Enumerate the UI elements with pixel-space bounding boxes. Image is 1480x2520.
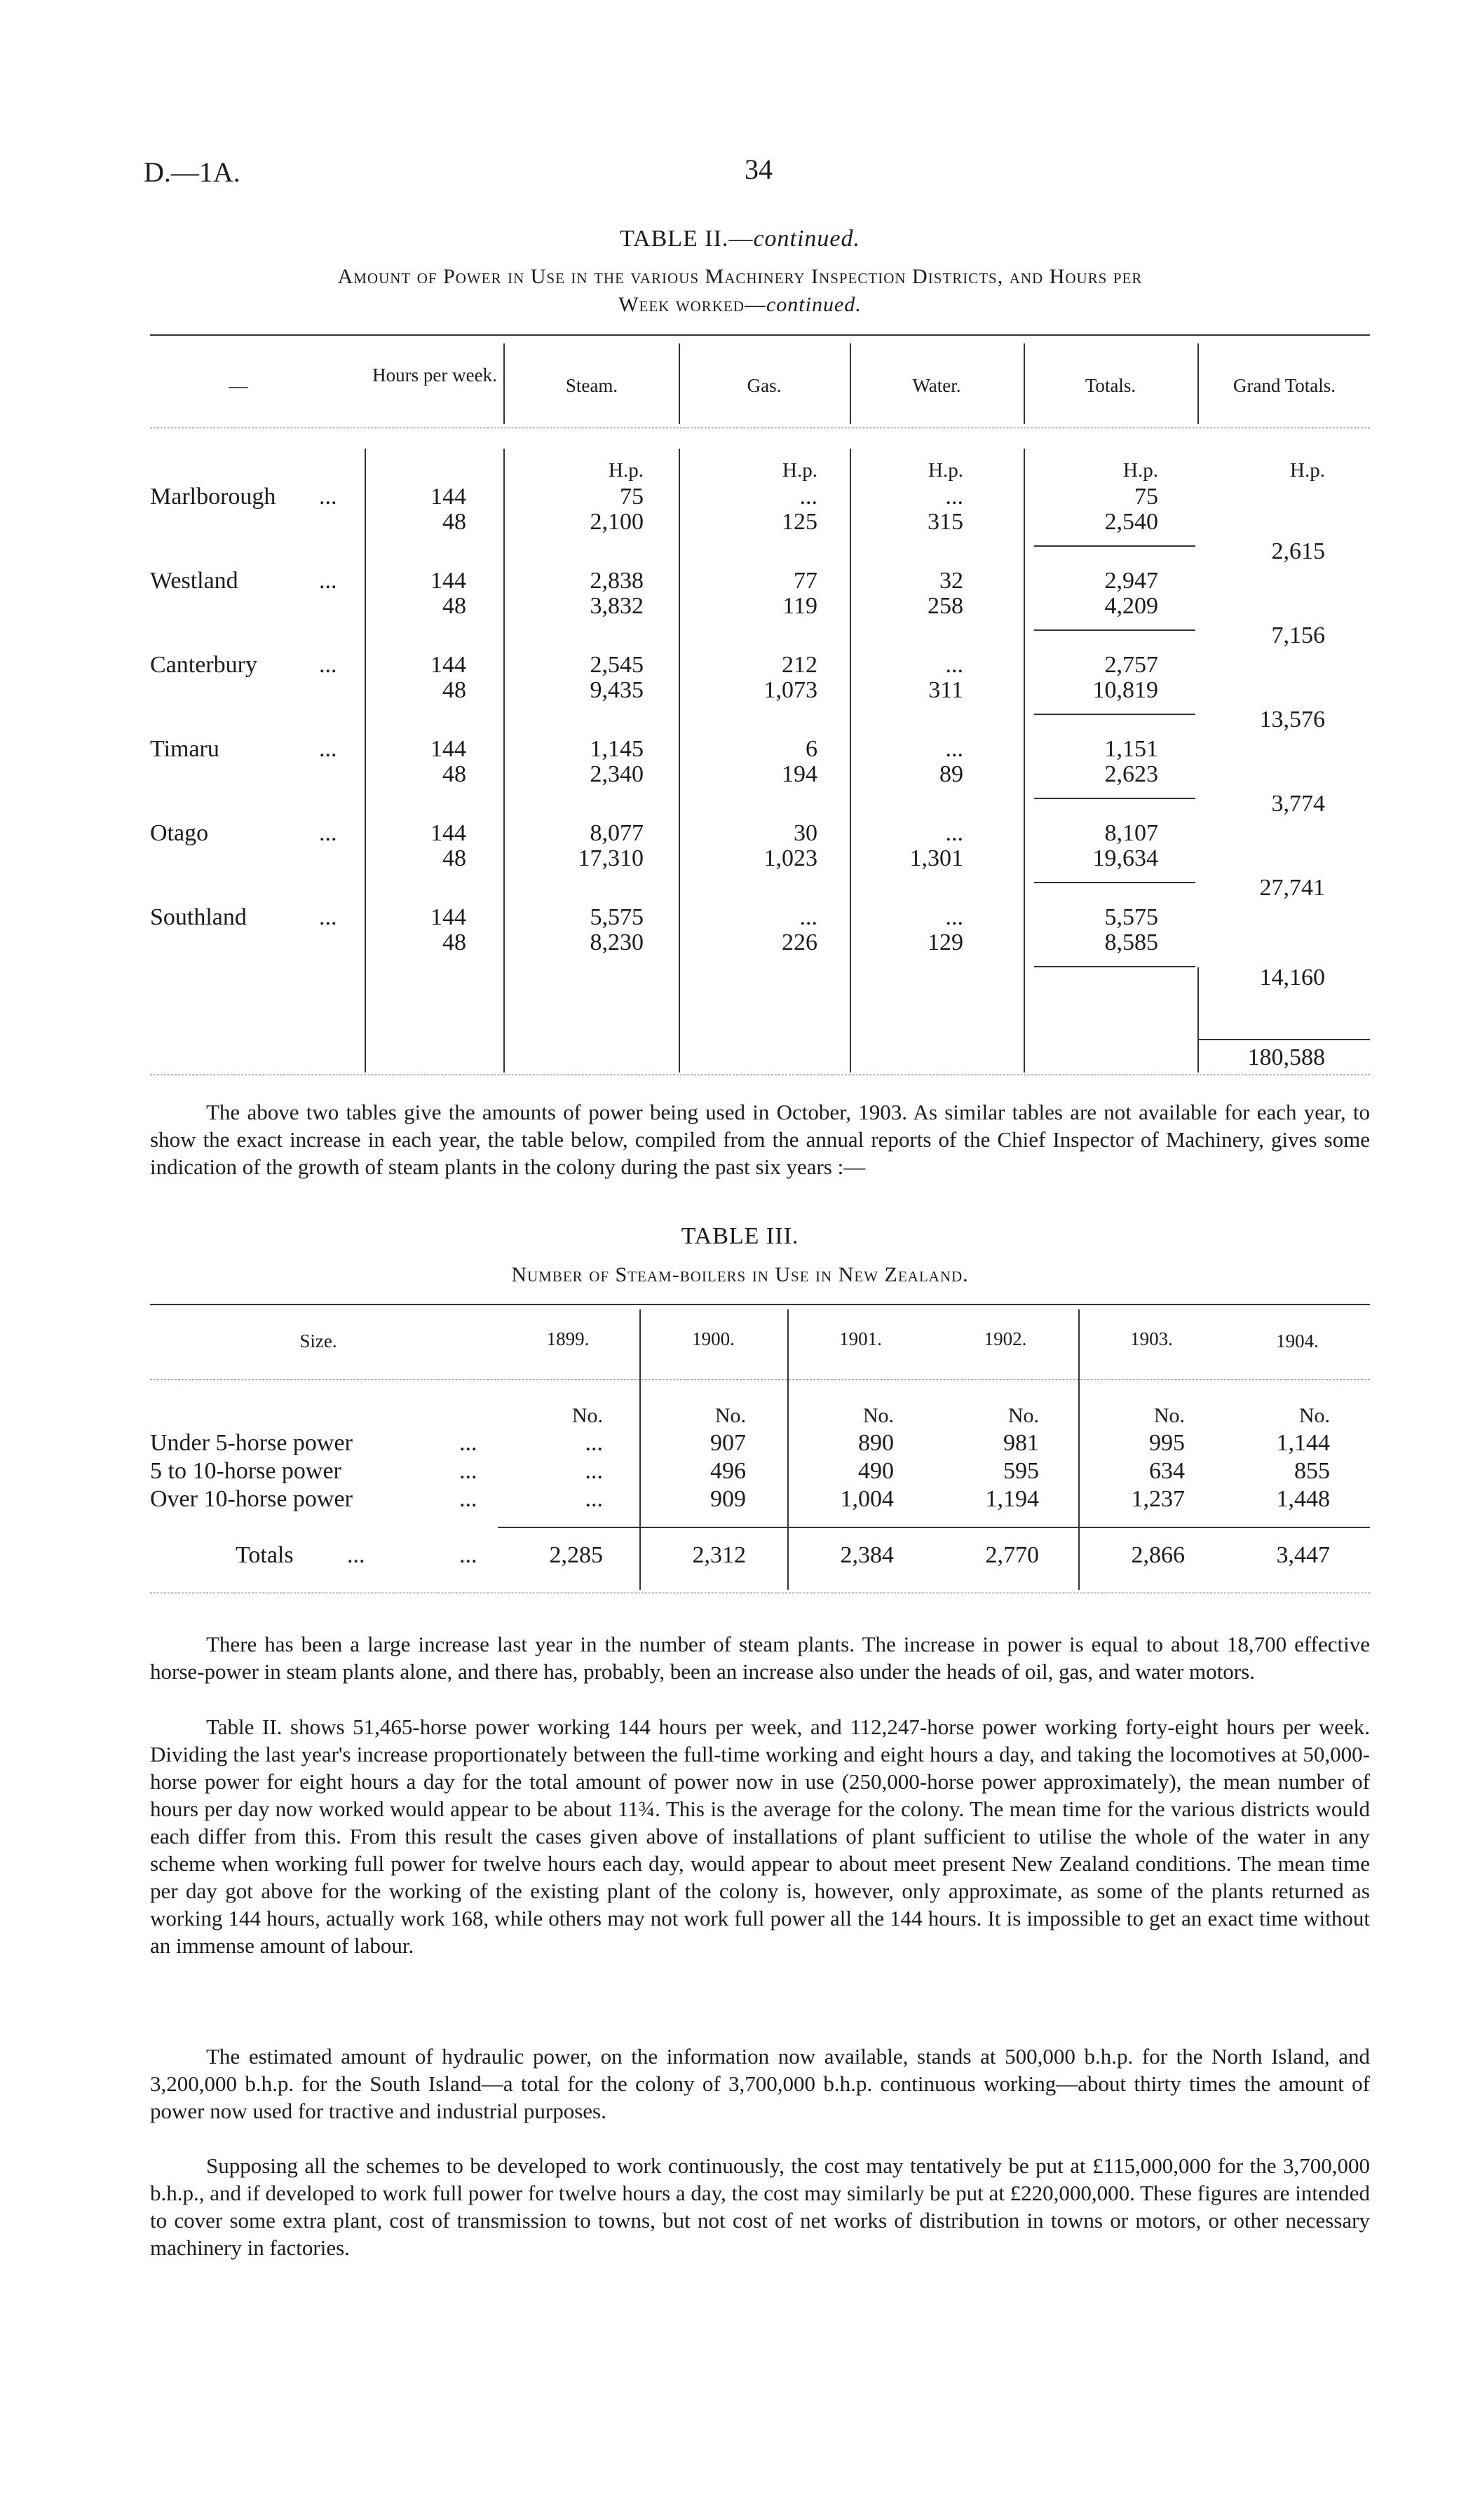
boiler-count: ... bbox=[585, 1458, 603, 1484]
district-name: Westland bbox=[150, 568, 238, 594]
boiler-total: 2,866 bbox=[1131, 1542, 1185, 1568]
boiler-count: 1,237 bbox=[1131, 1486, 1185, 1512]
hours-48: 48 bbox=[442, 929, 466, 955]
steam-value: 17,310 bbox=[578, 845, 644, 871]
totals-rule bbox=[1034, 882, 1195, 883]
hours-144: 144 bbox=[430, 568, 466, 594]
table2-subtitle-text: Week worked— bbox=[618, 293, 766, 316]
leader-dots: ... bbox=[319, 820, 337, 846]
grand-total-sum: 180,588 bbox=[1247, 1044, 1325, 1070]
table3-top-rule bbox=[150, 1304, 1370, 1305]
unit-no: No. bbox=[1298, 1404, 1330, 1427]
table2-grand-rule bbox=[1199, 1039, 1370, 1040]
boiler-count: 1,144 bbox=[1276, 1430, 1330, 1456]
boiler-total: 2,312 bbox=[692, 1542, 746, 1568]
totals-value: 8,107 bbox=[1104, 820, 1158, 846]
leader-dots: ... bbox=[459, 1542, 477, 1568]
table2-header-water: Water. bbox=[912, 375, 961, 396]
water-value: ... bbox=[945, 904, 963, 930]
water-value: 315 bbox=[928, 509, 963, 535]
table2-col-divider bbox=[365, 449, 366, 1072]
boiler-count: ... bbox=[585, 1430, 603, 1456]
body-paragraph: Table II. shows 51,465-horse power working 144 hours per week, and 112,247-horse power working forty-eight hours per week. Dividing the last year's increase proportionately between the full-time working and eight hours a day, and taking the locomotives at 50,000-horse power for eight hours a day for the total amount of power now in use (250,000-horse power approximately), the mean number of hours per day now worked would appear to be about 11¾. This is the average for the colony. The mean time for the various districts would each differ from this. From this result the cases given above of installations of plant sufficient to utilise the whole of the water in any scheme when working full power for twelve hours each day, would appear to about meet present New Zealand conditions. The mean time per day got above for the working of the existing plant of the colony is, however, only approximate, as some of the plants returned as working 144 hours, actually work 168, while others may not work full power all the 144 hours. It is impossible to get an exact time without an immense amount of labour. bbox=[150, 1715, 1370, 1958]
unit-water: H.p. bbox=[928, 459, 963, 482]
table2-header-steam: Steam. bbox=[565, 375, 618, 396]
boiler-count: 595 bbox=[1003, 1458, 1039, 1484]
table3-header-1903: 1903. bbox=[1130, 1328, 1173, 1349]
district-name: Southland bbox=[150, 904, 247, 930]
leader-dots: ... bbox=[459, 1458, 477, 1484]
size-label: Under 5-horse power bbox=[150, 1430, 353, 1456]
boiler-count: 890 bbox=[858, 1430, 894, 1456]
gas-value: 194 bbox=[782, 761, 817, 787]
boiler-count: 1,194 bbox=[985, 1486, 1039, 1512]
water-value: 32 bbox=[939, 568, 963, 594]
steam-value: 5,575 bbox=[590, 904, 644, 930]
table3-subtitle: Number of Steam-boilers in Use in New Zealand. bbox=[511, 1263, 969, 1286]
unit-no: No. bbox=[714, 1404, 746, 1427]
unit-no: No. bbox=[862, 1404, 894, 1427]
boiler-count: 981 bbox=[1003, 1430, 1039, 1456]
table2-col-divider bbox=[503, 449, 505, 1072]
water-value: 258 bbox=[928, 593, 963, 619]
totals-rule bbox=[1034, 629, 1195, 631]
table2-top-rule bbox=[150, 334, 1370, 336]
boiler-count: 855 bbox=[1294, 1458, 1330, 1484]
unit-no: No. bbox=[1153, 1404, 1185, 1427]
table3-header-1904: 1904. bbox=[1276, 1330, 1319, 1351]
table2-header-district: — bbox=[229, 375, 248, 396]
hours-144: 144 bbox=[430, 736, 466, 762]
water-value: ... bbox=[945, 652, 963, 678]
water-value: 129 bbox=[928, 929, 963, 955]
table2-header-totals: Totals. bbox=[1085, 375, 1136, 396]
unit-no: No. bbox=[1007, 1404, 1039, 1427]
boiler-total: 2,384 bbox=[840, 1542, 894, 1568]
gas-value: ... bbox=[799, 484, 817, 510]
table2-subtitle-continued: continued. bbox=[766, 293, 862, 316]
water-value: ... bbox=[945, 736, 963, 762]
steam-value: 8,077 bbox=[590, 820, 644, 846]
unit-totals: H.p. bbox=[1123, 459, 1158, 482]
hours-48: 48 bbox=[442, 593, 466, 619]
table2-title-continued: continued. bbox=[753, 226, 861, 252]
district-name: Marlborough bbox=[150, 484, 276, 510]
unit-no: No. bbox=[571, 1404, 603, 1427]
table3-header-1902: 1902. bbox=[984, 1328, 1027, 1349]
gas-value: 6 bbox=[806, 736, 817, 762]
totals-label: Totals bbox=[236, 1542, 294, 1568]
steam-value: 75 bbox=[620, 484, 644, 510]
table3-totals-rule bbox=[498, 1527, 1370, 1528]
boiler-total: 2,770 bbox=[985, 1542, 1039, 1568]
gas-value: 30 bbox=[794, 820, 817, 846]
table3-title: TABLE III. bbox=[681, 1223, 799, 1249]
totals-rule bbox=[1034, 798, 1195, 799]
hours-144: 144 bbox=[430, 484, 466, 510]
totals-value: 10,819 bbox=[1092, 677, 1158, 703]
table2-subtitle-line2 bbox=[0, 293, 1480, 317]
totals-value: 2,947 bbox=[1104, 568, 1158, 594]
leader-dots: ... bbox=[459, 1430, 477, 1456]
totals-value: 8,585 bbox=[1104, 929, 1158, 955]
totals-value: 2,623 bbox=[1104, 761, 1158, 787]
steam-value: 2,340 bbox=[590, 761, 644, 787]
hours-144: 144 bbox=[430, 904, 466, 930]
table2-subtitle-line1: Amount of Power in Use in the various Machinery Inspection Districts, and Hours per bbox=[337, 265, 1143, 288]
water-value: 311 bbox=[928, 677, 963, 703]
body-paragraph: Supposing all the schemes to be developed to work continuously, the cost may tentatively be put at £115,000,000 for the 3,700,000 b.h.p., and if developed to work full power for twelve hours a day, the cost may similarly be put at £220,000,000. These figures are intended to cover some extra plant, cost of transmission to towns, but not cost of net works of distribution in towns or motors, or other necessary machinery in factories. bbox=[150, 2153, 1370, 2260]
gas-value: ... bbox=[799, 904, 817, 930]
leader-dots: ... bbox=[319, 652, 337, 678]
gas-value: 119 bbox=[782, 593, 817, 619]
unit-gas: H.p. bbox=[782, 459, 817, 482]
steam-value: 8,230 bbox=[590, 929, 644, 955]
hours-48: 48 bbox=[442, 761, 466, 787]
grand-total-value: 27,741 bbox=[1259, 875, 1325, 901]
leader-dots: ... bbox=[319, 568, 337, 594]
page-number: 34 bbox=[745, 154, 773, 185]
hours-144: 144 bbox=[430, 652, 466, 678]
document-reference: D.—1A. bbox=[144, 156, 240, 188]
gas-value: 77 bbox=[794, 568, 817, 594]
body-paragraph: The estimated amount of hydraulic power, on the information now available, stands at 500,000 b.h.p. for the North Island, and 3,200,000 b.h.p. for the South Island—a total for the colony of 3,700,000 b.h.p. continuous working—about thirty times the amount of power now used for tractive and industrial purposes. bbox=[150, 2044, 1370, 2123]
table2-title bbox=[0, 226, 1480, 252]
steam-value: 2,100 bbox=[590, 509, 644, 535]
table3-header-1901: 1901. bbox=[839, 1328, 882, 1349]
table2-header-gas: Gas. bbox=[747, 375, 782, 396]
boiler-count: 909 bbox=[710, 1486, 746, 1512]
steam-value: 3,832 bbox=[590, 593, 644, 619]
gas-value: 1,023 bbox=[763, 845, 817, 871]
steam-value: 2,545 bbox=[590, 652, 644, 678]
body-paragraph: There has been a large increase last year in the number of steam plants. The increase in power is equal to about 18,700 effective horse-power in steam plants alone, and there has, probably, been an increase also under the heads of oil, gas, and water motors. bbox=[150, 1632, 1370, 1684]
boiler-count: 1,448 bbox=[1276, 1486, 1330, 1512]
table2-header-hours: Hours per week. bbox=[372, 365, 497, 386]
water-value: ... bbox=[945, 484, 963, 510]
grand-total-value: 13,576 bbox=[1259, 707, 1325, 733]
grand-total-value: 2,615 bbox=[1271, 538, 1325, 564]
gas-value: 212 bbox=[782, 652, 817, 678]
leader-dots: ... bbox=[319, 484, 337, 510]
table3-header-size: Size. bbox=[299, 1330, 337, 1351]
table2-title-main: TABLE II.— bbox=[619, 226, 754, 252]
water-value: ... bbox=[945, 820, 963, 846]
grand-total-value: 7,156 bbox=[1271, 622, 1325, 648]
table3-header-1900: 1900. bbox=[692, 1328, 735, 1349]
unit-grand: H.p. bbox=[1290, 459, 1325, 482]
boiler-total: 2,285 bbox=[549, 1542, 603, 1568]
water-value: 89 bbox=[939, 761, 963, 787]
hours-48: 48 bbox=[442, 509, 466, 535]
boiler-count: 496 bbox=[710, 1458, 746, 1484]
grand-total-value: 3,774 bbox=[1271, 791, 1325, 817]
table2-header-grand-totals: Grand Totals. bbox=[1233, 375, 1336, 396]
totals-value: 1,151 bbox=[1104, 736, 1158, 762]
size-label: Over 10-horse power bbox=[150, 1486, 353, 1512]
totals-value: 19,634 bbox=[1092, 845, 1158, 871]
totals-rule bbox=[1034, 545, 1195, 547]
boiler-count: 907 bbox=[710, 1430, 746, 1456]
boiler-count: ... bbox=[585, 1486, 603, 1512]
boiler-count: 995 bbox=[1149, 1430, 1185, 1456]
hours-48: 48 bbox=[442, 845, 466, 871]
hours-48: 48 bbox=[442, 677, 466, 703]
boiler-count: 490 bbox=[858, 1458, 894, 1484]
totals-value: 5,575 bbox=[1104, 904, 1158, 930]
hours-144: 144 bbox=[430, 820, 466, 846]
gas-value: 1,073 bbox=[763, 677, 817, 703]
boiler-count: 634 bbox=[1149, 1458, 1185, 1484]
table2-col-divider bbox=[503, 343, 505, 424]
unit-steam: H.p. bbox=[609, 459, 644, 482]
totals-value: 4,209 bbox=[1104, 593, 1158, 619]
steam-value: 1,145 bbox=[590, 736, 644, 762]
leader-dots: ... bbox=[459, 1486, 477, 1512]
district-name: Canterbury bbox=[150, 652, 257, 678]
district-name: Timaru bbox=[150, 736, 219, 762]
size-label: 5 to 10-horse power bbox=[150, 1458, 341, 1484]
grand-total-value: 14,160 bbox=[1259, 965, 1325, 990]
totals-value: 2,757 bbox=[1104, 652, 1158, 678]
table3-header-1899: 1899. bbox=[546, 1328, 590, 1349]
district-name: Otago bbox=[150, 820, 209, 846]
leader-dots: ... bbox=[319, 736, 337, 762]
leader-dots: ... bbox=[319, 904, 337, 930]
gas-value: 226 bbox=[782, 929, 817, 955]
steam-value: 9,435 bbox=[590, 677, 644, 703]
leader-dots: ... bbox=[347, 1542, 365, 1568]
water-value: 1,301 bbox=[909, 845, 963, 871]
totals-rule bbox=[1034, 714, 1195, 715]
steam-value: 2,838 bbox=[590, 568, 644, 594]
totals-value: 75 bbox=[1134, 484, 1158, 510]
gas-value: 125 bbox=[782, 509, 817, 535]
totals-rule bbox=[1034, 966, 1195, 967]
intro-paragraph: The above two tables give the amounts of power being used in October, 1903. As similar tables are not available for each year, to show the exact increase in each year, the table below, compiled from the annual reports of the Chief Inspector of Machinery, gives some indication of the growth of steam plants in the colony during the past six years :— bbox=[150, 1100, 1370, 1179]
boiler-count: 1,004 bbox=[840, 1486, 894, 1512]
boiler-total: 3,447 bbox=[1276, 1542, 1330, 1568]
totals-value: 2,540 bbox=[1104, 509, 1158, 535]
